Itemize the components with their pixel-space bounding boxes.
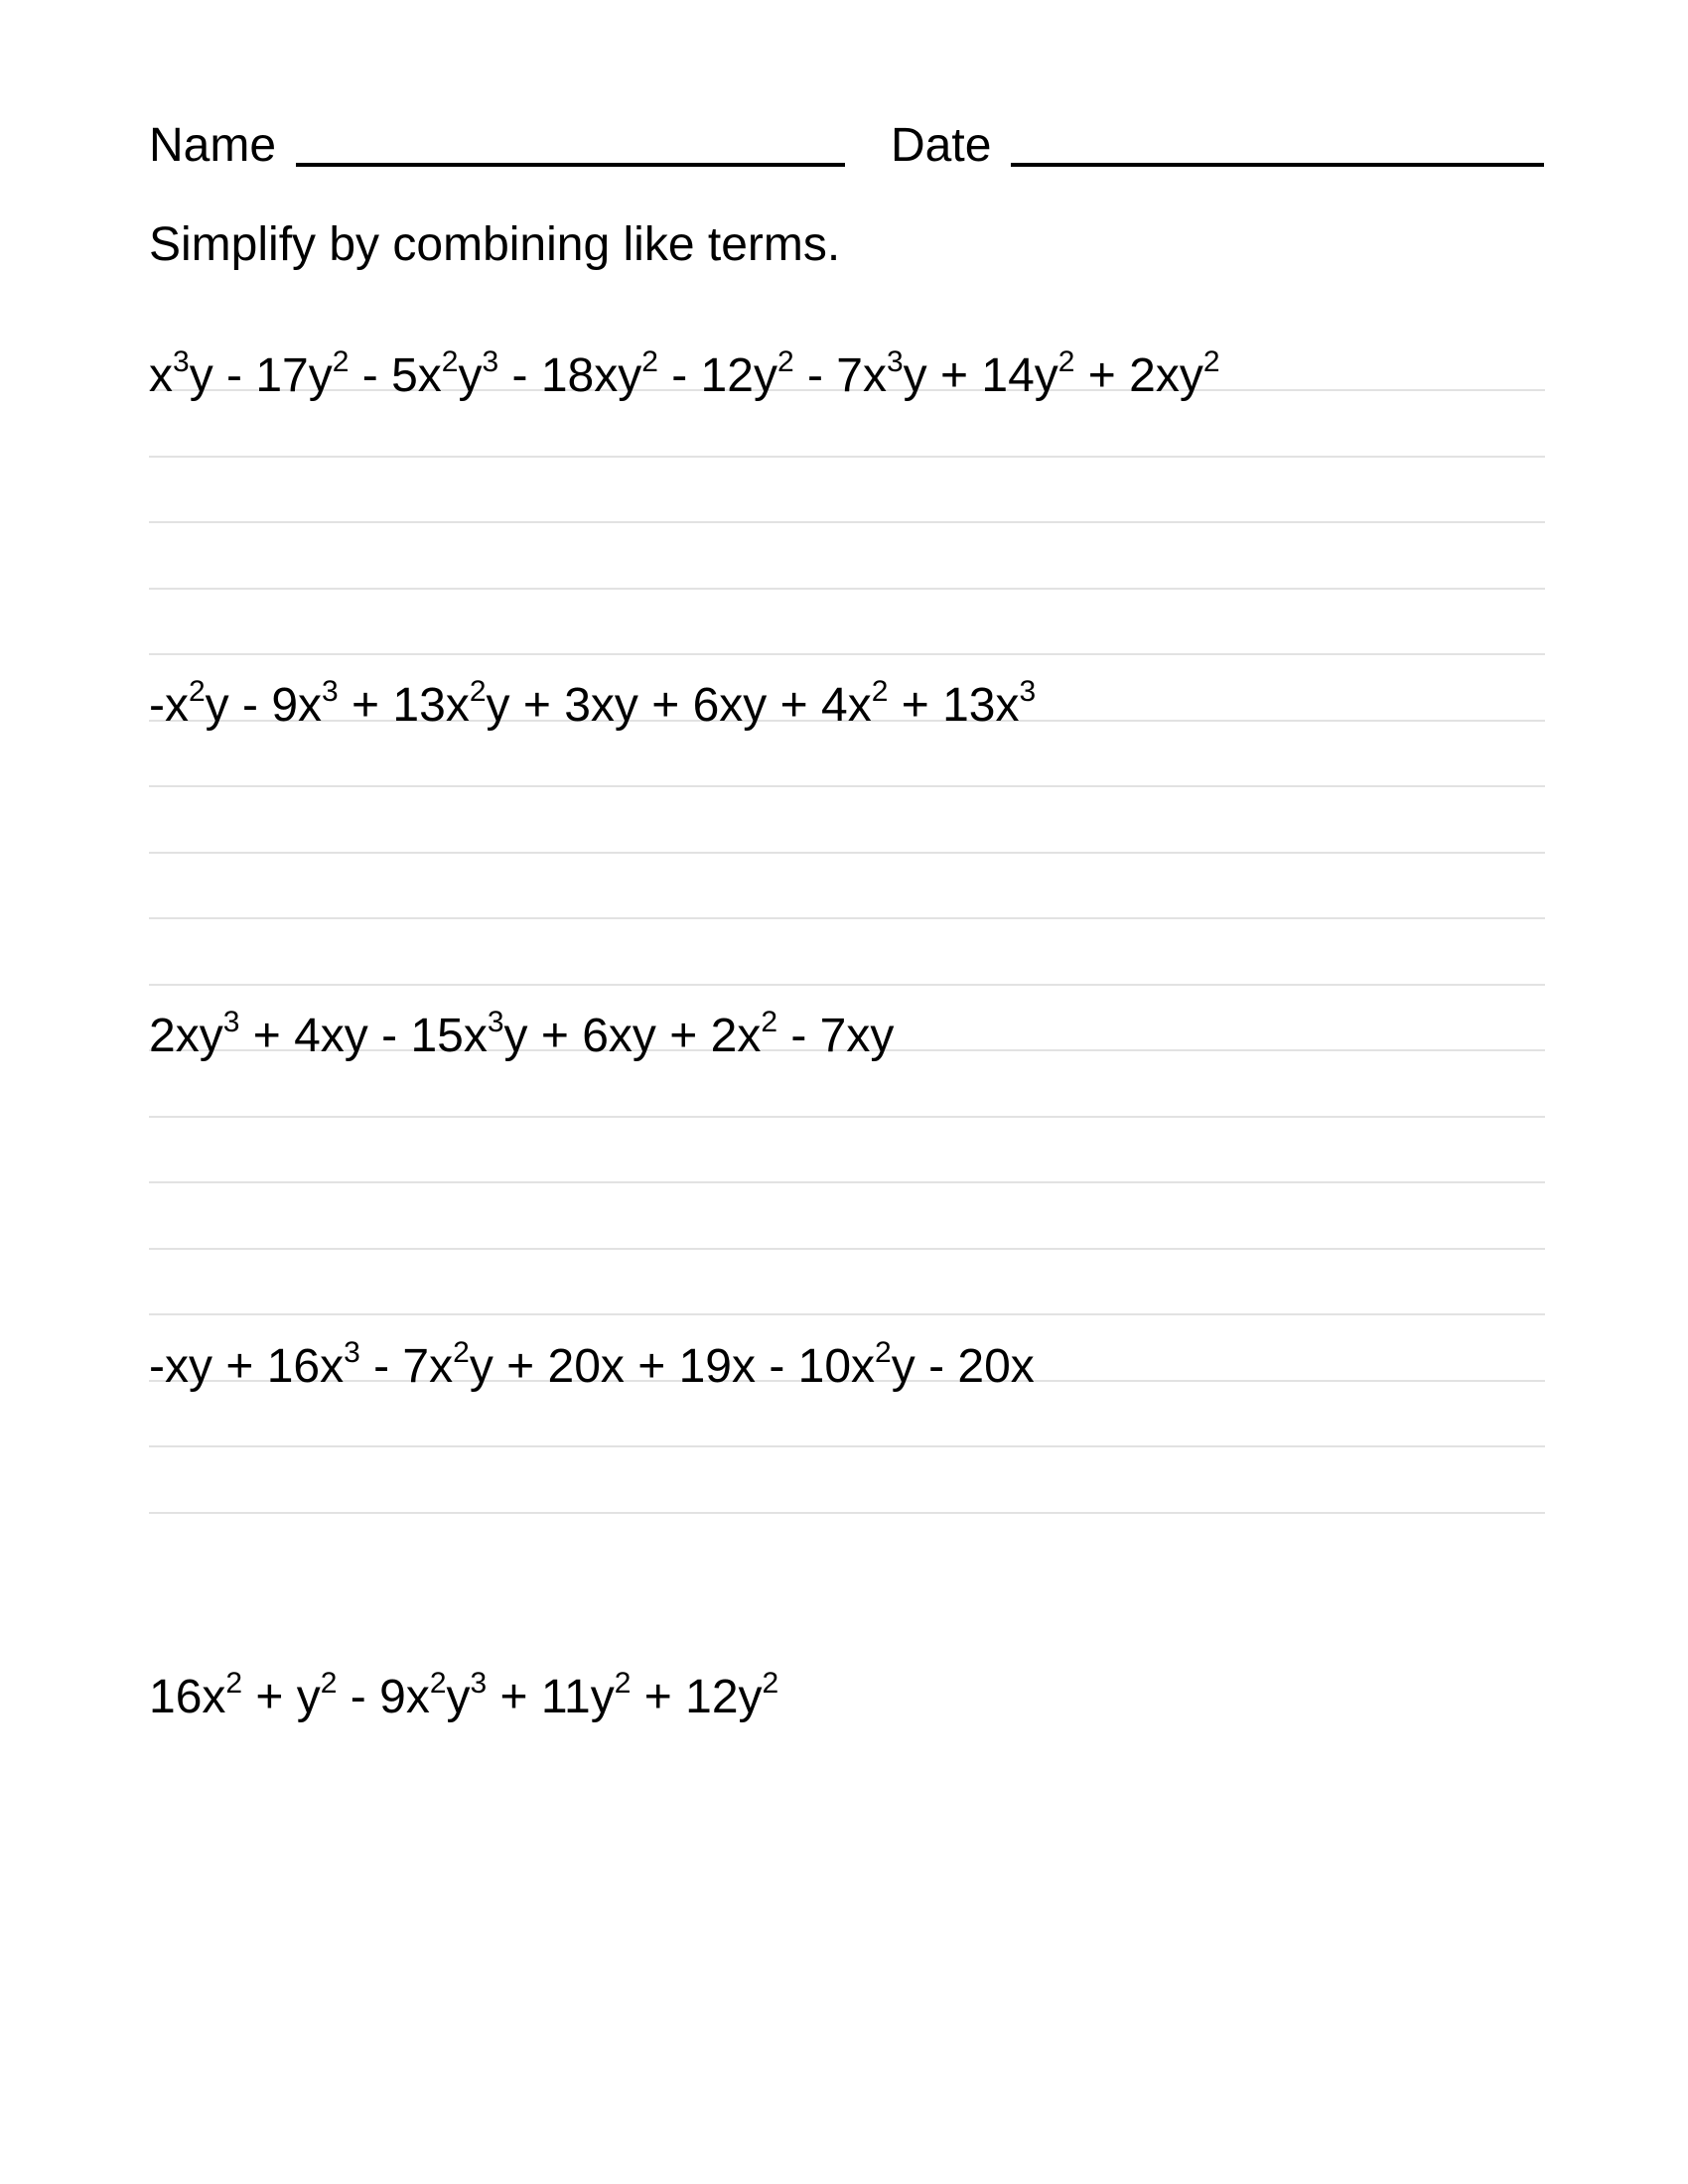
- rule-line: [149, 1512, 1545, 1514]
- exponent: 3: [482, 345, 499, 378]
- exponent: 2: [871, 675, 889, 708]
- problem-4-expression: $-xy + 16x^3 - 7x^2y + 20x + 19x - 10x^2y - 20x$: [149, 1336, 1035, 1393]
- name-field[interactable]: [296, 163, 845, 167]
- rule-line: [149, 521, 1545, 523]
- problem-5-expression: $16x^2 + y^2 - 9x^2y^3 + 11y^2 + 12y^2$: [149, 1667, 779, 1723]
- problem-3-expression: $2xy^3 + 4xy - 15x^3y + 6xy + 2x^2 - 7xy$: [149, 1006, 895, 1062]
- exponent: 3: [1019, 675, 1037, 708]
- rule-line: [149, 1116, 1545, 1118]
- exponent: 2: [762, 1667, 779, 1700]
- exponent: 2: [614, 1667, 632, 1700]
- rule-line: [149, 653, 1545, 655]
- exponent: 2: [225, 1667, 243, 1700]
- exponent: 3: [222, 1006, 240, 1038]
- problem-2-expression: $-x^2y - 9x^3 + 13x^2y + 3xy + 6xy + 4x^2 + 13x^3$: [149, 675, 1037, 732]
- exponent: 2: [320, 1667, 338, 1700]
- rule-line: [149, 917, 1545, 919]
- problem-1-expression: $x^3y - 17y^2 - 5x^2y^3 - 18xy^2 - 12y^2 - 7x^3y + 14y^2 + 2xy^2$: [149, 345, 1220, 402]
- date-label: Date: [891, 119, 992, 172]
- exponent: 2: [188, 675, 206, 708]
- rule-line: [149, 1313, 1545, 1315]
- exponent: 2: [875, 1336, 892, 1369]
- date-field[interactable]: [1011, 163, 1544, 167]
- exponent: 2: [453, 1336, 470, 1369]
- exponent: 3: [344, 1336, 360, 1369]
- exponent: 3: [886, 345, 904, 378]
- exponent: 2: [332, 345, 350, 378]
- rule-line: [149, 1248, 1545, 1250]
- rule-line: [149, 456, 1545, 458]
- rule-line: [149, 1445, 1545, 1447]
- rule-line: [149, 984, 1545, 986]
- exponent: 3: [487, 1006, 504, 1038]
- rule-line: [149, 852, 1545, 854]
- instruction-text: Simplify by combining like terms.: [149, 218, 841, 271]
- exponent: 2: [469, 675, 487, 708]
- name-label: Name: [149, 119, 277, 172]
- exponent: 2: [441, 345, 459, 378]
- rule-line: [149, 785, 1545, 787]
- exponent: 3: [470, 1667, 488, 1700]
- rule-line: [149, 1181, 1545, 1183]
- exponent: 2: [429, 1667, 447, 1700]
- exponent: 2: [1202, 345, 1220, 378]
- exponent: 3: [322, 675, 339, 708]
- exponent: 2: [776, 345, 794, 378]
- rule-line: [149, 588, 1545, 590]
- exponent: 2: [761, 1006, 778, 1038]
- exponent: 2: [641, 345, 658, 378]
- exponent: 2: [1057, 345, 1075, 378]
- exponent: 3: [173, 345, 190, 378]
